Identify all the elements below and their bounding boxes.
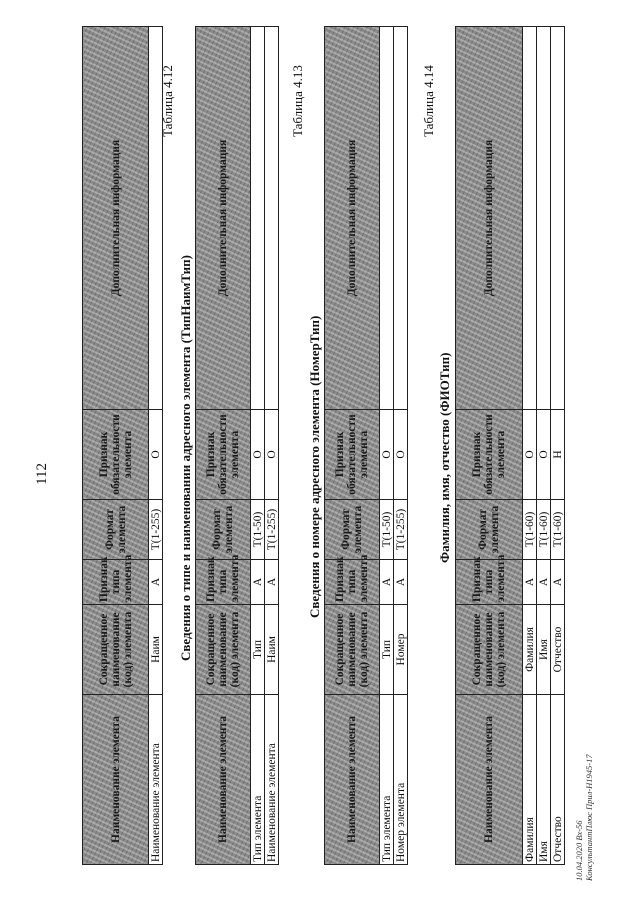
table-cell: А [394,560,408,605]
table-cell: Т(1-255) [149,500,163,560]
table-cell: Тип [251,605,265,695]
header-cell: Признак обязательности элемента [83,410,149,500]
table-cell: Т(1-60) [551,500,565,560]
table-row [523,27,537,865]
header-cell: Дополнительная информация [456,27,523,410]
table-cell: Номер [394,605,408,695]
table-cell: О [380,410,394,500]
table-cell: Тип элемента [380,695,394,865]
table-cell: Имя [537,605,551,695]
table-cell: Наим [265,605,279,695]
table-cell [394,27,408,410]
table-cell: Фамилия [523,695,537,865]
header-cell: Признак типа элемента [325,560,380,605]
table-row [394,27,408,865]
table-cell: Т(1-60) [523,500,537,560]
table-label: Таблица 4.13 [290,65,305,137]
table-cell: Т(1-50) [251,500,265,560]
header-cell: Признак типа элемента [83,560,149,605]
header-cell: Сокращенное наименование (код) элемента [325,605,380,695]
table-cell: Н [551,410,565,500]
table-cell: Номер элемента [394,695,408,865]
header-cell: Сокращенное наименование (код) элемента [456,605,523,695]
table-row [149,27,163,865]
table-row [551,27,565,865]
table-cell [523,27,537,410]
table-cell: Т(1-50) [380,500,394,560]
table-cell: Наименование элемента [149,695,163,865]
table-cell [380,27,394,410]
header-cell: Наименование элемента [196,695,251,865]
table-number [324,26,408,865]
header-cell: Признак обязательности элемента [196,410,251,500]
header-cell: Наименование элемента [83,695,149,865]
header-cell: Дополнительная информация [83,27,149,410]
header-cell: Признак типа элемента [196,560,251,605]
table-cell: Т(1-255) [394,500,408,560]
table-header-row [456,27,523,865]
table-cell: Отчество [551,605,565,695]
table-label: Таблица 4.14 [421,65,436,137]
table-header-row [83,27,149,865]
table-cell: Наим [149,605,163,695]
stamp-line: КонсультантПлюс Прил-Н1945-17 [584,754,594,881]
table-header-row [196,27,251,865]
table-fio [455,26,565,865]
table-cell: О [523,410,537,500]
table-cell: О [394,410,408,500]
table-cell: О [537,410,551,500]
table-row [537,27,551,865]
table-type-name [195,26,279,865]
table-cell [551,27,565,410]
table-cell: А [537,560,551,605]
table-cell: А [149,560,163,605]
table-name-element [82,26,163,865]
table-row [251,27,265,865]
header-cell: Наименование элемента [325,695,380,865]
header-cell: Дополнительная информация [325,27,380,410]
table-cell: Имя [537,695,551,865]
table-cell: А [523,560,537,605]
table-label: Таблица 4.12 [160,65,175,137]
header-cell: Сокращенное наименование (код) элемента [196,605,251,695]
header-cell: Признак обязательности элемента [325,410,380,500]
table-cell: А [265,560,279,605]
header-cell: Формат элемента [325,500,380,560]
header-cell: Признак типа элемента [456,560,523,605]
header-cell: Наименование элемента [456,695,523,865]
header-cell: Признак обязательности элемента [456,410,523,500]
table-cell: О [149,410,163,500]
stamp-line: 10.04.2020 Вх-56 [574,820,584,881]
page-number: 112 [34,463,50,485]
table-cell: О [265,410,279,500]
table-cell: А [251,560,265,605]
table-cell: Фамилия [523,605,537,695]
table-cell: А [380,560,394,605]
table-header-row [325,27,380,865]
table-cell: Наименование элемента [265,695,279,865]
header-cell: Формат элемента [83,500,149,560]
document-stamp [574,754,594,881]
table-cell [537,27,551,410]
table-row [265,27,279,865]
table-cell [265,27,279,410]
table-cell: Тип элемента [251,695,265,865]
table-cell: А [551,560,565,605]
table-cell [251,27,265,410]
table-cell: Тип [380,605,394,695]
header-cell: Формат элемента [456,500,523,560]
header-cell: Формат элемента [196,500,251,560]
header-cell: Дополнительная информация [196,27,251,410]
table-row [380,27,394,865]
table-title: Сведения о типе и наименовании адресного элемента (ТипНаимТип) [178,255,193,661]
table-title: Фамилия, имя, отчество (ФИОТип) [437,352,452,563]
header-cell: Сокращенное наименование (код) элемента [83,605,149,695]
table-cell: О [251,410,265,500]
table-cell: Т(1-255) [265,500,279,560]
table-cell: Т(1-60) [537,500,551,560]
table-cell: Отчество [551,695,565,865]
table-title: Сведения о номере адресного элемента (НомерТип) [307,315,322,618]
